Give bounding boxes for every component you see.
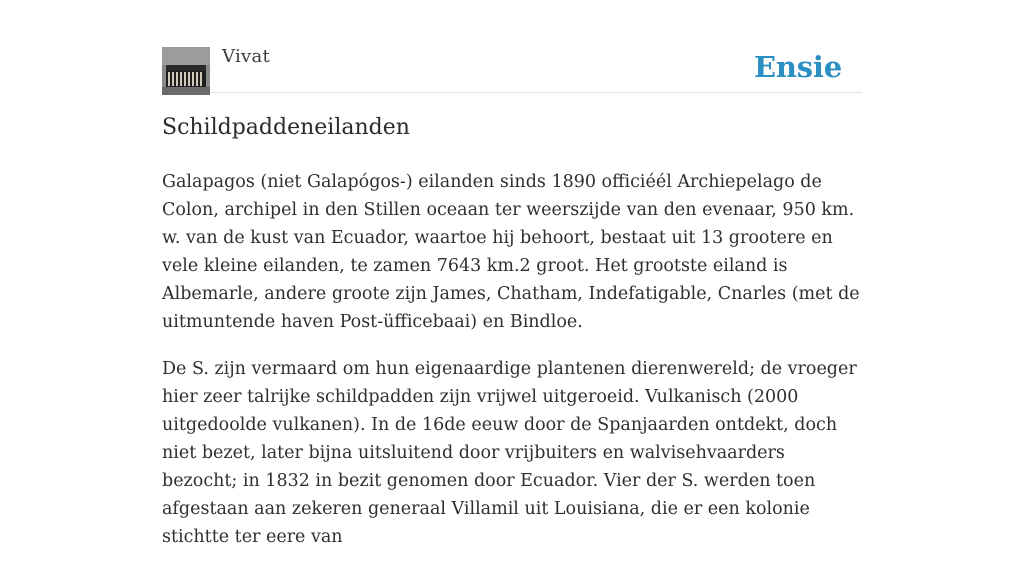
article-body: [162, 168, 862, 570]
avatar[interactable]: [162, 47, 210, 95]
brand-logo[interactable]: Ensie: [754, 50, 842, 84]
page-header: [162, 0, 862, 93]
article-paragraph: Galapagos (niet Galapógos-) eilanden sinds 1890 officiéél Archiepelago de Colon, archipel in den Stillen oceaan ter weerszijde van den evenaar, 950 km. w. van de kust van Ecuador, waartoe hij behoort, bestaat uit 13 grootere en vele kleine eilanden, te zamen 7643 km.2 groot. Het grootste eiland is Albemarle, andere groote zijn James, Chatham, Indefatigable, Cnarles (met de uitmuntende haven Post-üfficebaai) en Bindloe.: [162, 172, 860, 332]
article-page: [162, 0, 862, 547]
article-title: Schildpaddeneilanden: [162, 115, 410, 140]
author-name[interactable]: Vivat: [222, 46, 271, 67]
avatar-image: [162, 47, 210, 95]
article-paragraph: De S. zijn vermaard om hun eigenaardige plantenen dierenwereld; de vroeger hier zeer talrijke schildpadden zijn vrijwel uitgeroeid. Vulkanisch (2000 uitgedoolde vulkanen). In de 16de eeuw door de Spanjaarden ontdekt, doch niet bezet, later bijna uitsluitend door vrijbuiters en walvisehvaarders bezocht; in 1832 in bezit genomen door Ecuador. Vier der S. werden toen afgestaan aan zekeren generaal Villamil uit Louisiana, die er een kolonie stichtte ter eere van: [162, 359, 857, 547]
